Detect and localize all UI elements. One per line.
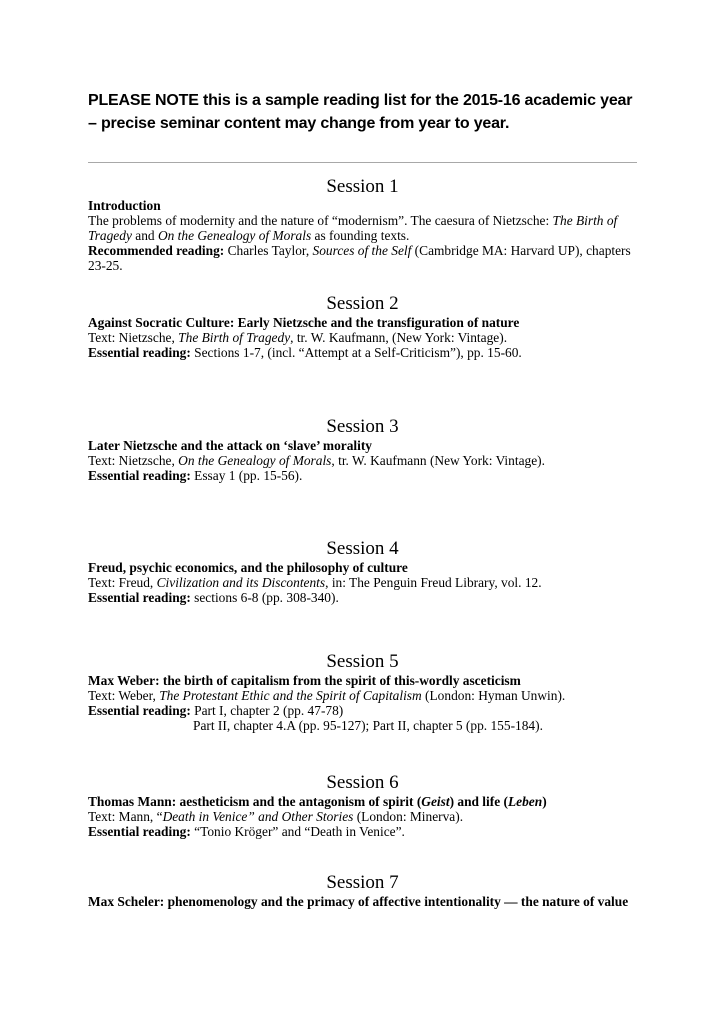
essential-reading: Essential reading: “Tonio Kröger” and “Death in Venice”. (88, 824, 405, 839)
essential-reading: Essential reading: Sections 1-7, (incl. “Attempt at a Self-Criticism”), pp. 15-60. (88, 345, 522, 360)
session-5 (88, 652, 648, 733)
session-heading: Session 7 (326, 872, 399, 893)
session-heading: Session 1 (326, 176, 399, 197)
session-heading: Session 4 (326, 538, 399, 559)
session-topic: Thomas Mann: aestheticism and the antagonism of spirit (Geist) and life (Leben) (88, 794, 547, 809)
session-topic: Max Scheler: phenomenology and the primacy of affective intentionality — the nature of value (88, 894, 629, 909)
recommended-reading: Recommended reading: Charles Taylor, Sources of the Self (Cambridge MA: Harvard UP), chapters 23-25. (88, 243, 631, 273)
session-3 (88, 417, 648, 483)
essential-reading: Essential reading: Essay 1 (pp. 15-56). (88, 468, 303, 483)
session-heading: Session 5 (326, 651, 399, 672)
session-text: Text: Nietzsche, The Birth of Tragedy, tr. W. Kaufmann, (New York: Vintage). (88, 330, 508, 345)
session-text: The problems of modernity and the nature of “modernism”. The caesura of Nietzsche: The Birth of Tragedy and On the Genealogy of Morals as founding texts. (88, 213, 618, 243)
sample-notice (88, 89, 668, 135)
notice-line-2: – precise seminar content may change from year to year. (88, 115, 510, 132)
session-7 (88, 873, 648, 909)
session-text: Text: Nietzsche, On the Genealogy of Morals, tr. W. Kaufmann (New York: Vintage). (88, 453, 545, 468)
notice-line-1: PLEASE NOTE this is a sample reading list for the 2015-16 academic year (88, 92, 633, 109)
session-heading: Session 2 (326, 293, 399, 314)
session-text: Text: Mann, “Death in Venice” and Other Stories (London: Minerva). (88, 809, 464, 824)
session-topic: Against Socratic Culture: Early Nietzsche and the transfiguration of nature (88, 315, 520, 330)
horizontal-divider (88, 162, 637, 163)
session-topic: Freud, psychic economics, and the philosophy of culture (88, 560, 408, 575)
session-heading: Session 3 (326, 416, 399, 437)
session-6 (88, 773, 648, 839)
session-2 (88, 294, 648, 360)
session-text: Text: Weber, The Protestant Ethic and the Spirit of Capitalism (London: Hyman Unwin). (88, 688, 566, 703)
session-text: Text: Freud, Civilization and its Discontents, in: The Penguin Freud Library, vol. 12. (88, 575, 542, 590)
session-topic: Introduction (88, 198, 161, 213)
session-1 (88, 177, 648, 273)
essential-reading: Essential reading: Part I, chapter 2 (pp. 47-78) (88, 703, 344, 718)
session-heading: Session 6 (326, 772, 399, 793)
session-4 (88, 539, 648, 605)
essential-reading: Essential reading: sections 6-8 (pp. 308-340). (88, 590, 339, 605)
essential-reading-continued: Part II, chapter 4.A (pp. 95-127); Part II, chapter 5 (pp. 155-184). (193, 718, 543, 733)
session-topic: Later Nietzsche and the attack on ‘slave’ morality (88, 438, 373, 453)
session-topic: Max Weber: the birth of capitalism from the spirit of this-wordly asceticism (88, 673, 521, 688)
